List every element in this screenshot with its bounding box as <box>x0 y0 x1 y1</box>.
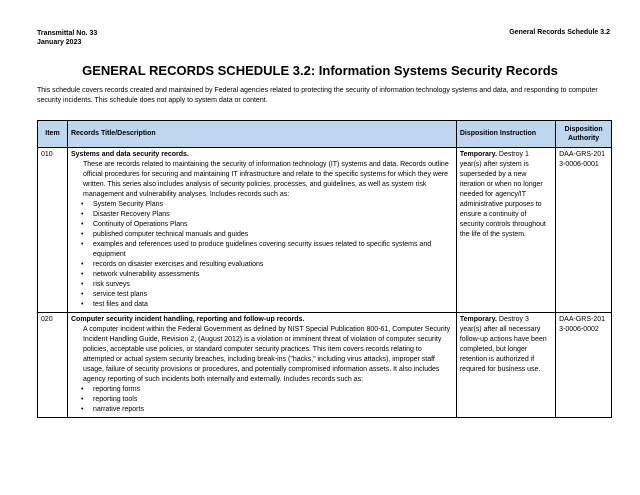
record-list <box>71 200 453 310</box>
column-header-authority: Disposition Authority <box>556 121 612 148</box>
record-description: A computer incident within the Federal Government as defined by NIST Special Publication 800-61, Computer Security Incident Handling Guide, Revision 2, (August 2012) is a violation or imminent threat of violation of computer security policies, acceptable use policies, or standard computer security practices. This item covers records relating to attempted or actual system security breaches, including break-ins ("hacks," including virus attacks), improper staff usage, failure of security provisions or procedures, and potentially compromised information assets. It also includes agency reporting of such incidents both internally and externally. Includes records such as: <box>82 326 451 383</box>
record-title: Computer security incident handling, reporting and follow-up records. <box>70 316 305 323</box>
list-item: • published computer technical manuals and guides <box>93 230 453 240</box>
page-title: GENERAL RECORDS SCHEDULE 3.2: Information Systems Security Records <box>82 63 558 78</box>
item-number: 020 <box>38 313 68 418</box>
list-item: • Disaster Recovery Plans <box>93 210 453 220</box>
list-item: • System Security Plans <box>93 200 453 210</box>
list-item: • network vulnerability assessments <box>93 270 453 280</box>
list-item: • reporting tools <box>93 395 453 405</box>
disposition-status: Temporary. <box>459 151 497 158</box>
list-item: • records on disaster exercises and resulting evaluations <box>93 260 453 270</box>
disposition-instruction <box>456 313 555 418</box>
item-number: 010 <box>38 148 68 313</box>
column-header-title: Records Title/Description <box>67 121 456 148</box>
schedule-header: General Records Schedule 3.2 <box>509 29 610 36</box>
record-list <box>71 385 453 415</box>
list-item: • Continuity of Operations Plans <box>93 220 453 230</box>
list-item: • narrative reports <box>93 405 453 415</box>
transmittal-number: Transmittal No. 33 <box>37 30 98 37</box>
table-row <box>38 313 612 418</box>
disposition-instruction <box>456 148 555 313</box>
record-description-cell <box>67 313 456 418</box>
intro-paragraph: This schedule covers records created and maintained by Federal agencies related to protecting the security of information technology systems and data, and responding to computer security incidents. This schedule does not apply to system data or content. <box>37 87 598 104</box>
list-item: • risk surveys <box>93 280 453 290</box>
list-item: • examples and references used to produce guidelines covering security issues related to specific systems and equipment <box>93 240 453 260</box>
disposition-authority: DAA-GRS-2013-0006-0001 <box>556 148 612 313</box>
list-item: • test files and data <box>93 300 453 310</box>
record-description-cell <box>67 148 456 313</box>
record-description: These are records related to maintaining the security of information technology (IT) systems and data. Records outline official procedures for securing and maintaining IT infrastructure and relate to the specific systems for which they were written. This series also includes analysis of security policies, processes, and guidelines, as well as system risk management and vulnerability analyses. Includes records such as: <box>82 161 449 198</box>
disposition-authority: DAA-GRS-2013-0006-0002 <box>556 313 612 418</box>
disposition-text: Destroy 3 year(s) after all necessary follow-up actions have been completed, but longer retention is authorized if required for business use. <box>459 316 547 373</box>
list-item: • service test plans <box>93 290 453 300</box>
schedule-table <box>37 120 612 418</box>
column-header-disposition: Disposition Instruction <box>456 121 555 148</box>
table-header-row <box>38 121 612 148</box>
column-header-item: Item <box>38 121 68 148</box>
record-title: Systems and data security records. <box>70 151 189 158</box>
disposition-text: Destroy 1 year(s) after system is superseded by a new iteration or when no longer needed for agency/IT administrative purposes to ensure a continuity of security controls throughout the life of the system. <box>459 151 546 238</box>
table-row <box>38 148 612 313</box>
disposition-status: Temporary. <box>459 316 497 323</box>
page-header-left <box>37 29 97 47</box>
transmittal-date: January 2023 <box>37 39 82 46</box>
list-item: • reporting forms <box>93 385 453 395</box>
